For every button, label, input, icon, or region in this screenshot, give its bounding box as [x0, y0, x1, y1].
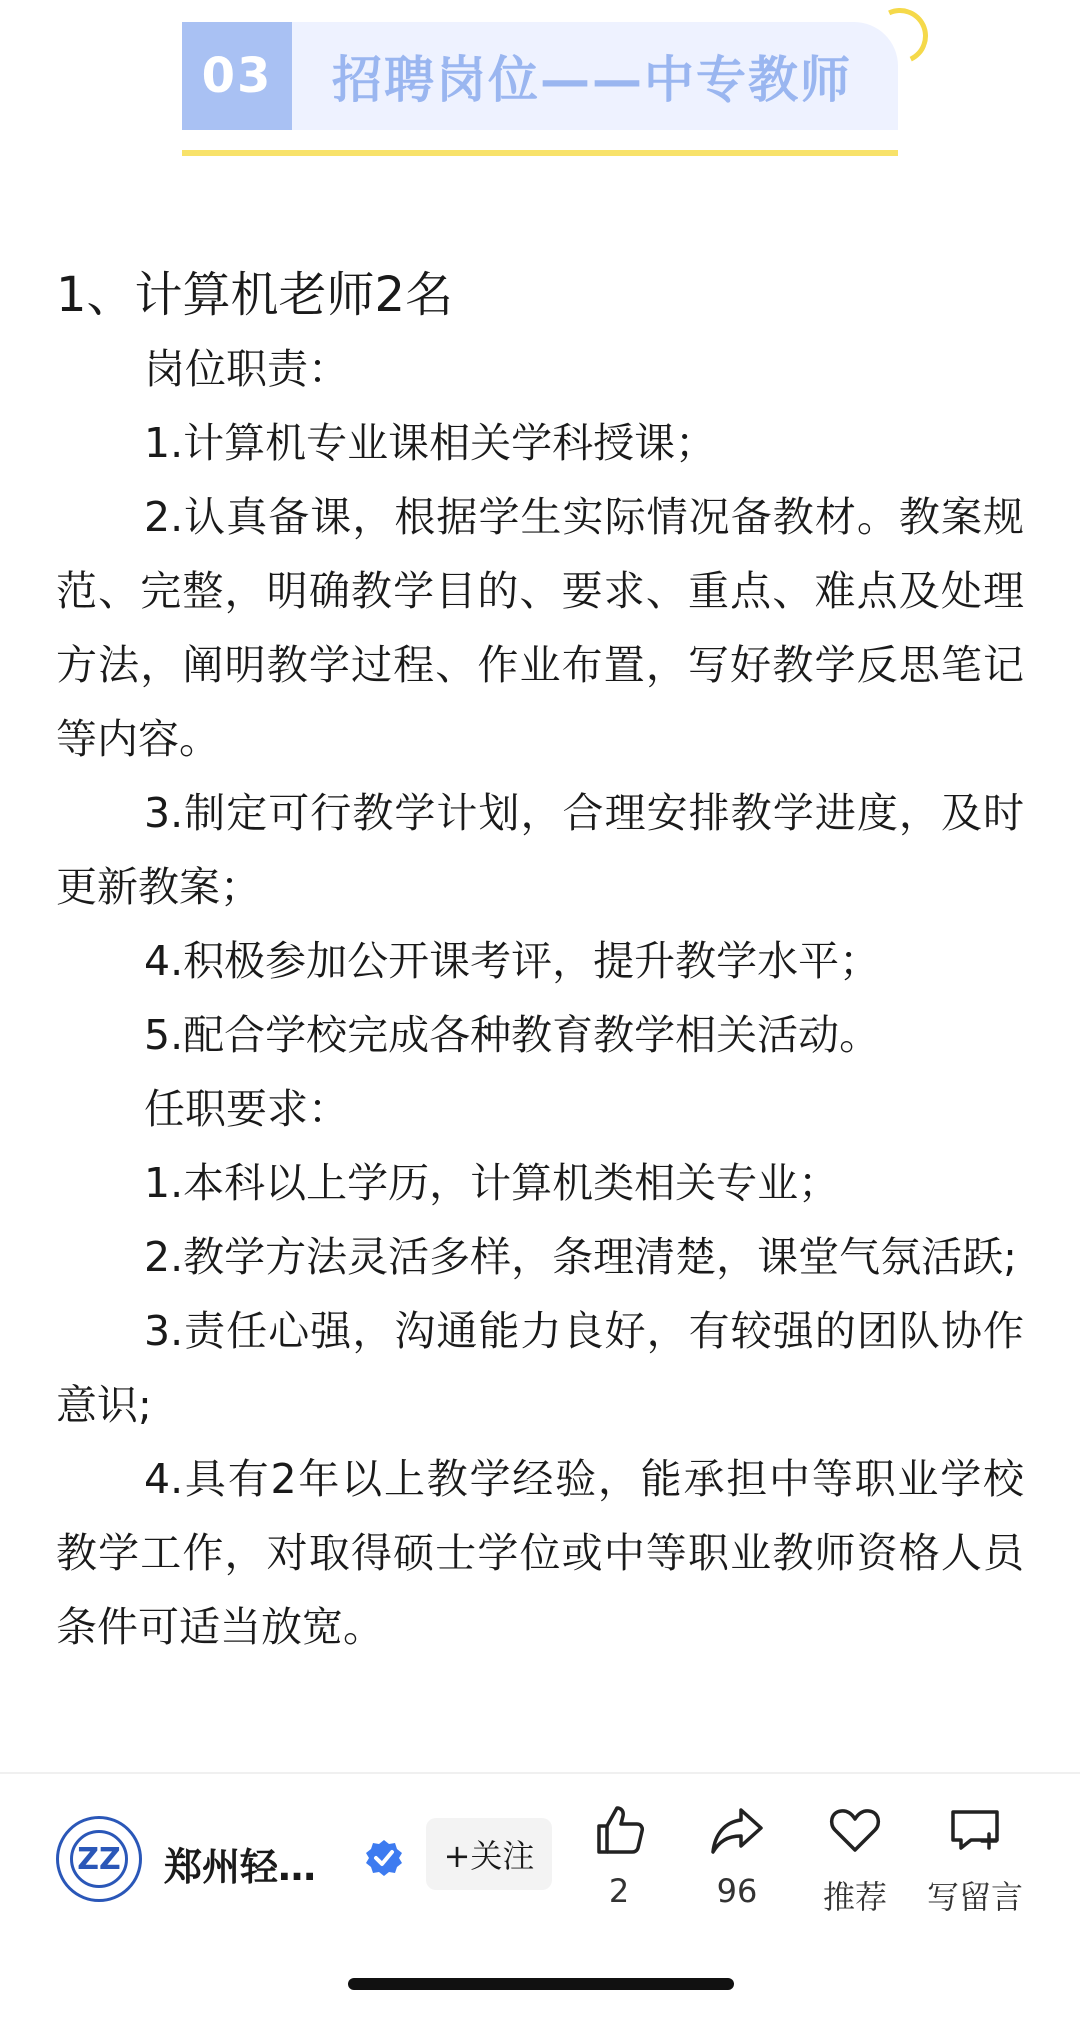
like-count: 2: [608, 1872, 630, 1910]
recommend-label: 推荐: [822, 1878, 887, 1916]
duties-label: 岗位职责：: [144, 345, 349, 393]
thumbs-up-icon: [591, 1802, 647, 1858]
follow-button[interactable]: +关注: [426, 1818, 552, 1890]
duty-item: 3.制定可行教学计划，合理安排教学进度，及时更新教案；: [56, 789, 1024, 911]
comment-icon: [947, 1802, 1003, 1858]
account-avatar[interactable]: [56, 1816, 142, 1902]
account-name[interactable]: 郑州轻…: [164, 1845, 317, 1889]
home-indicator[interactable]: [348, 1978, 734, 1990]
requirements-label: 任职要求：: [144, 1085, 349, 1133]
bottom-action-bar: [0, 1774, 1080, 1954]
share-count: 96: [716, 1872, 758, 1910]
avatar-logo: ZZ: [70, 1830, 128, 1888]
requirement-item: 1.本科以上学历，计算机类相关专业；: [144, 1159, 840, 1207]
article-body: [56, 258, 1024, 1664]
comment-button[interactable]: [920, 1802, 1030, 1918]
duty-item: 4.积极参加公开课考评，提升教学水平；: [144, 937, 881, 985]
duty-item: 2.认真备课，根据学生实际情况备教材。教案规范、完整，明确教学目的、要求、重点、难点及处理方法，阐明教学过程、作业布置，写好教学反思笔记等内容。: [56, 493, 1024, 763]
duty-item: 1.计算机专业课相关学科授课；: [144, 419, 717, 467]
banner-title: 招聘岗位——中专教师: [332, 51, 852, 109]
section-banner: [182, 22, 898, 134]
share-button[interactable]: [682, 1802, 792, 1910]
verified-badge-icon: [364, 1838, 404, 1878]
share-arrow-icon: [709, 1802, 765, 1858]
comment-label: 写留言: [926, 1878, 1023, 1916]
requirement-item: 2.教学方法灵活多样，条理清楚，课堂气氛活跃;: [144, 1233, 1017, 1281]
recommend-button[interactable]: [800, 1802, 910, 1918]
article-heading: 1、计算机老师2名: [56, 267, 454, 323]
duty-item: 5.配合学校完成各种教育教学相关活动。: [144, 1011, 881, 1059]
banner-number: 03: [182, 22, 292, 130]
heart-icon: [827, 1802, 883, 1858]
requirement-item: 3.责任心强，沟通能力良好，有较强的团队协作意识;: [56, 1307, 1024, 1429]
like-button[interactable]: [564, 1802, 674, 1910]
banner-underline: [182, 150, 898, 156]
requirement-item: 4.具有2年以上教学经验，能承担中等职业学校教学工作，对取得硕士学位或中等职业教师资格人员条件可适当放宽。: [56, 1455, 1024, 1651]
